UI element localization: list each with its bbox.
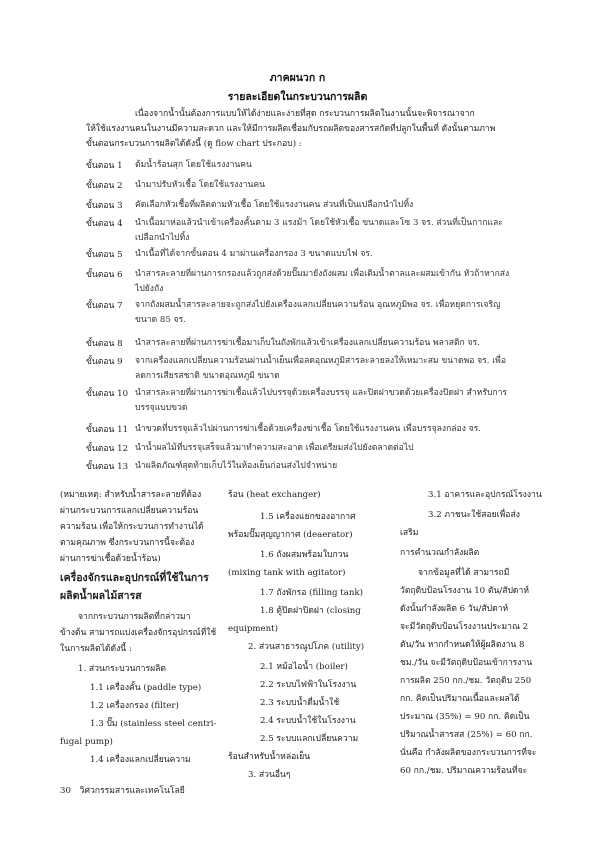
- step-label: ขั้นตอน 5: [86, 250, 123, 260]
- col2-line: 2.5 ระบบแลกเปลี่ยนความ: [260, 734, 359, 744]
- step-label: ขั้นตอน 12: [86, 444, 129, 454]
- section-heading-equipment: เครื่องจักรและอุปกรณ์ที่ใช้ในการ: [60, 572, 209, 584]
- col3-line: 3.1 อาคารและอุปกรณ์โรงงาน: [428, 490, 542, 500]
- appendix-heading: ภาคผนวก ก: [269, 72, 326, 84]
- col2-line: 2.1 หม้อไอน้ำ (boiler): [260, 662, 348, 672]
- page-footer: [60, 783, 185, 797]
- step-text: ต้มน้ำร้อนสุก โดยใช้แรงงานคน: [135, 160, 252, 170]
- step-text: นำผลิตภัณฑ์สุดท้ายเก็บไว้ในห้องเย็นก่อนส่งไปจำหน่าย: [135, 461, 338, 471]
- page-number: 30: [60, 786, 71, 796]
- step-label: ขั้นตอน 11: [86, 425, 129, 435]
- step-label: ขั้นตอน 10: [86, 389, 129, 399]
- step-label: ขั้นตอน 8: [86, 339, 123, 349]
- col3-line: 3.2 ภาชนะใช้สอยเพื่อส่ง: [428, 510, 520, 520]
- col3-line: 60 กก./ชม. ปริมาณความร้อนที่จะ: [400, 766, 528, 776]
- intro-line-2: ให้ใช้แรงงานคนในงานมีความสะดวก และให้มีการผลิตเชื่อมกับรถผลิตของสารสกัดที่ปลูกในพื้นที่ ดังนั้นตามภาพ: [86, 124, 496, 134]
- col2-line: 1.6 ถังผสมพร้อมใบกวน: [260, 550, 349, 560]
- step-text: คัดเลือกหัวเชื้อที่ผลิตตามหัวเชื้อ โดยใช้แรงงานคน ส่วนที่เป็นเปลือกนำไปทิ้ง: [135, 200, 414, 210]
- col1-line: 1.1 เครื่องคั้น (paddle type): [90, 683, 202, 693]
- col3-line: การผลิต 250 กก./ชม. วัตถุดิบ 250: [400, 676, 532, 686]
- col2-line: 2.2 ระบบไฟฟ้าในโรงงาน: [260, 680, 357, 690]
- step-label: ขั้นตอน 3: [86, 201, 123, 211]
- step-label: ขั้นตอน 4: [86, 219, 123, 229]
- col1-line: ความร้อน เพื่อให้กระบวนการทำงานได้: [60, 522, 204, 532]
- col2-line: 1.8 ตู้ปิดฝาปิดฝา (closing: [260, 606, 361, 616]
- col2-line: 2.4 ระบบน้ำใช้ในโรงงาน: [260, 716, 356, 726]
- col1-line: fugal pump): [60, 737, 113, 747]
- col3-line: กก. คิดเป็นปริมาณเนื้อและผลได้: [400, 694, 520, 704]
- col2-line: 1.7 ถังพักรอ (filling tank): [260, 588, 363, 598]
- col2-line: equipment): [228, 624, 278, 634]
- step-text: นำสารละลายที่ผ่านการกรองแล้วถูกส่งด้วยปั๊มมายังถังผสม เพื่อเติมน้ำตาลและผสมเข้ากัน หัวถ้าหากส่งไปยังถัง: [135, 269, 510, 294]
- intro-line-3: ขั้นตอนกระบวนการผลิตได้ดังนี้ (ดู flow chart ประกอบ) :: [86, 139, 302, 149]
- col2-line: พร้อมปั๊มสุญญากาศ (deaerator): [228, 530, 353, 540]
- col3-line: ประมาณ (35%) = 90 กก. คิดเป็น: [400, 712, 530, 722]
- col1-line: ในการผลิตได้ดังนี้ :: [60, 644, 132, 654]
- col1-line: 1.3 ปั๊ม (stainless steel centri-: [90, 719, 217, 729]
- step-label: ขั้นตอน 9: [86, 357, 123, 367]
- col1-line: (หมายเหตุ: สำหรับน้ำสารละลายที่ต้อง: [60, 490, 202, 500]
- col3-line: ชม./วัน จะมีวัตถุดิบป้อนเข้าการงาน: [400, 658, 533, 668]
- col3-line: เสริม: [400, 528, 419, 538]
- col1-line: ตามคุณภาพ ซึ่งกระบวนการนี้จะต้อง: [60, 538, 195, 548]
- col3-line: นั่นคือ กำลังผลิตของกระบวนการที่จะ: [400, 748, 537, 758]
- step-text: จากถังผสมน้ำสารละลายจะถูกส่งไปยังเครื่องแลกเปลี่ยนความร้อน อุณหภูมิพอ จร. เพื่อหยุดการเจริญ ขนาด 85 จร.: [135, 300, 501, 325]
- step-label: ขั้นตอน 6: [86, 270, 123, 280]
- col2-line: ร้อนสำหรับน้ำหล่อเย็น: [228, 752, 311, 762]
- col3-line: จากข้อมูลที่ได้ สามารถมี: [418, 568, 510, 578]
- col1-line: 1.2 เครื่องกรอง (filter): [90, 701, 179, 711]
- section-heading-equipment-cont: ผลิตน้ำผลไม้สารส: [60, 590, 142, 602]
- col2-line: 3. ส่วนอื่นๆ: [248, 770, 291, 780]
- col2-line: 2. ส่วนสาธารณูปโภค (utility): [248, 642, 365, 652]
- appendix-subtitle: รายละเอียดในกระบวนการผลิต: [227, 91, 368, 103]
- col1-line: จากกระบวนการผลิตที่กล่าวมา: [78, 612, 191, 622]
- column-1: [60, 488, 235, 788]
- intro-line-1: เนื่องจากน้ำนั้นต้องการแบบให้ได้ง่ายและง่ายที่สุด กระบวนการผลิตในงานนั้นจะพิจารณาจาก: [135, 109, 475, 119]
- col1-line: ผ่านกระบวนการแลกเปลี่ยนความร้อน: [60, 506, 199, 516]
- column-3: [400, 488, 560, 788]
- col1-line: 1. ส่วนกระบวนการผลิต: [78, 664, 166, 674]
- step-text: นำขวดที่บรรจุแล้วไปผ่านการฆ่าเชื้อด้วยเครื่องฆ่าเชื้อ โดยใช้แรงงานคน เพื่อบรรจุลงกล่อง จร.: [135, 424, 482, 434]
- step-text: นำเนื้อที่ได้จากขั้นตอน 4 มาผ่านเครื่องกรอง 3 ขนาดแบบไฟ จร.: [135, 249, 373, 259]
- step-text: นำเนื้อมาห่อแล้วนำเข้าเครื่องคั้นตาม 3 แรงม้า โดยใช้หัวเชื้อ ขนาดและโซ 3 จร. ส่วนที่เป็นกากและเปลือกนำไปทิ้ง: [135, 218, 503, 243]
- col2-line: ร้อน (heat exchanger): [228, 490, 321, 500]
- step-text: นำสารละลายที่ผ่านการฆ่าเชื้อมาเก็บในถังพักแล้วเข้าเครื่องแลกเปลี่ยนความร้อน พลาสติก จร.: [135, 338, 480, 348]
- col1-line: ข้างต้น สามารถแบ่งเครื่องจักรอุปกรณ์ที่ใช้: [60, 628, 217, 638]
- col3-line: วัตถุดิบป้อนโรงงาน 10 ตัน/สัปดาห์: [400, 586, 529, 596]
- journal-name: วิศวกรรมสารและเทคโนโลยี: [79, 786, 185, 796]
- section-heading-capacity: การคำนวณกำลังผลิต: [400, 548, 480, 558]
- step-text: จากเครื่องแลกเปลี่ยนความร้อนผ่านน้ำเย็นเพื่อลดอุณหภูมิสารละลายลงให้เหมาะสม ขนาดพอ จร. เพื่อลดการเสียรสชาติ ขนาดอุณหภูมิ ขนาด: [135, 356, 506, 381]
- step-text: นำมาปรับหัวเชื้อ โดยใช้แรงงานคน: [135, 180, 266, 190]
- col2-line: 1.5 เครื่องแยกของอากาศ: [260, 512, 356, 522]
- step-text: นำสารละลายที่ผ่านการฆ่าเชื้อแล้วไปบรรจุด้วยเครื่องบรรจุ และปิดฝาขวดด้วยเครื่องปิดฝา สำหรับการบรรจุแบบขวด: [135, 388, 508, 413]
- col3-line: ดังนั้นกำลังผลิต 6 วัน/สัปดาห์: [400, 604, 509, 614]
- column-2: [228, 488, 403, 788]
- step-label: ขั้นตอน 2: [86, 181, 123, 191]
- col1-line: ผ่านการฆ่าเชื้อด้วยน้ำร้อน): [60, 554, 161, 564]
- step-label: ขั้นตอน 7: [86, 301, 123, 311]
- step-label: ขั้นตอน 13: [86, 462, 129, 472]
- col1-line: 1.4 เครื่องแลกเปลี่ยนความ: [90, 755, 191, 765]
- col2-line: 2.3 ระบบน้ำดื่มน้ำใช้: [260, 698, 340, 708]
- col3-line: จะมีวัตถุดิบป้อนโรงงานประมาณ 2: [400, 622, 529, 632]
- col2-line: (mixing tank with agitator): [228, 568, 346, 578]
- step-text: นำน้ำผลไม้ที่บรรจุเสร็จแล้วมาทำความสะอาด เพื่อเตรียมส่งไปยังตลาดต่อไป: [135, 443, 414, 453]
- col3-line: ตัน/วัน หากกำหนดให้ผู้ผลิตงาน 8: [400, 640, 525, 650]
- step-label: ขั้นตอน 1: [86, 161, 123, 171]
- col3-line: ปริมาณน้ำสารสส (25%) = 60 กก.: [400, 730, 533, 740]
